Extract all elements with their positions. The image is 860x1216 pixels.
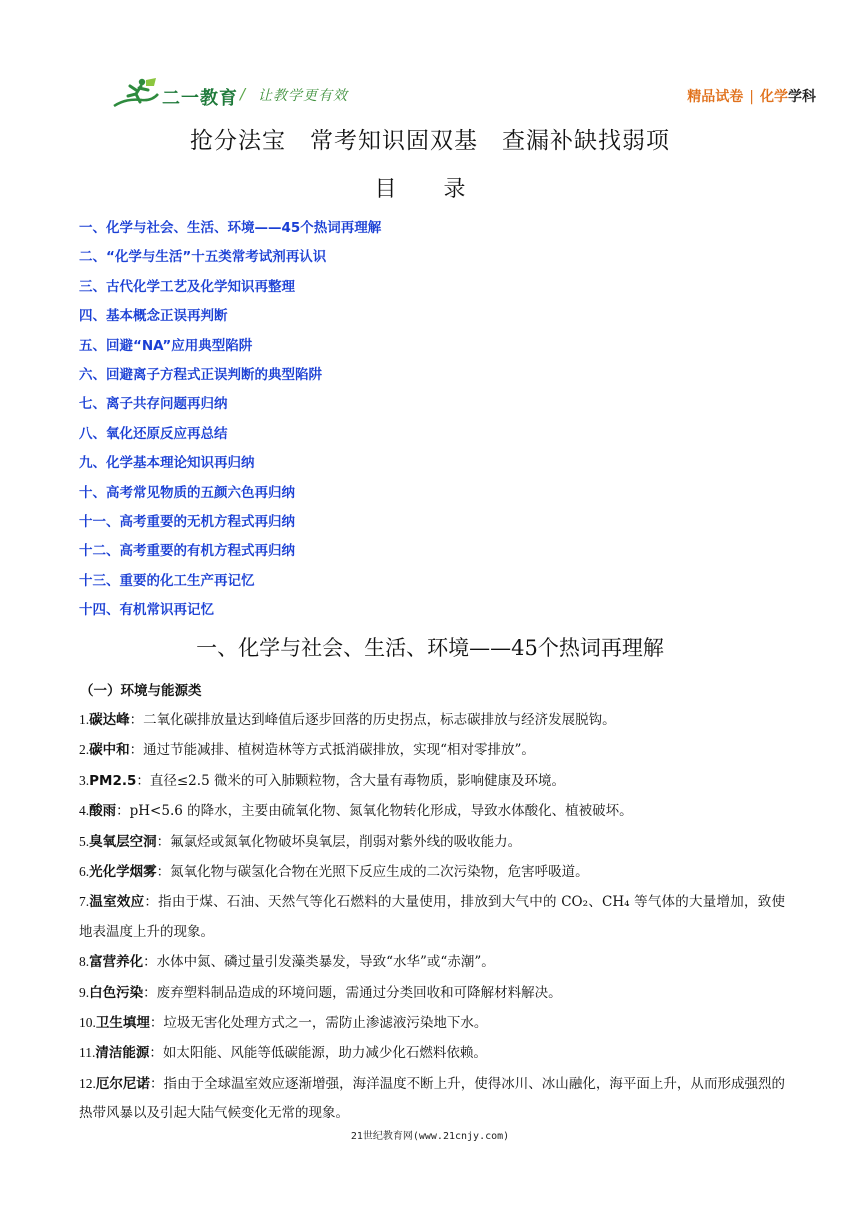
subject-label: 化学: [760, 89, 788, 105]
item-description: ：废弃塑料制品造成的环境问题，需通过分类回收和可降解材料解决。: [143, 984, 562, 1001]
item-term: 富营养化: [89, 954, 144, 971]
glossary-item: [79, 947, 785, 977]
runner-logo-icon: [112, 76, 160, 110]
header-subject: [687, 86, 816, 106]
toc-link[interactable]: 二、“化学与生活”十五类常考试剂再认识: [79, 249, 327, 266]
item-term: 碳中和: [89, 742, 130, 759]
toc-link[interactable]: 十、高考常见物质的五颜六色再归纳: [79, 484, 295, 501]
glossary-item: [79, 705, 785, 735]
item-number: 7.: [79, 894, 90, 910]
toc-link[interactable]: 十三、重要的化工生产再记忆: [79, 572, 255, 589]
page-title: 抢分法宝 常考知识固双基 查漏补缺找弱项: [190, 128, 670, 154]
item-number: 9.: [79, 984, 90, 1000]
item-term: 碳达峰: [89, 712, 130, 728]
brand-divider: /: [240, 85, 246, 103]
item-number: 5.: [79, 833, 90, 849]
toc-link[interactable]: 十四、有机常识再记忆: [79, 602, 214, 619]
item-description: ：氟氯烃或氮氧化物破坏臭氧层，削弱对紫外线的吸收能力。: [156, 833, 522, 850]
section-heading: 一、化学与社会、生活、环境——45个热词再理解: [196, 636, 664, 660]
toc-link[interactable]: 三、古代化学工艺及化学知识再整理: [79, 278, 295, 295]
item-description: ：直径≤2.5 微米的可入肺颗粒物，含大量有毒物质，影响健康及环境。: [136, 772, 565, 789]
glossary-item: [79, 827, 785, 857]
toc-link[interactable]: 十一、高考重要的无机方程式再归纳: [79, 513, 295, 530]
toc-link[interactable]: 九、化学基本理论知识再归纳: [79, 455, 255, 472]
item-number: 6.: [79, 864, 90, 880]
item-description: ：垃圾无害化处理方式之一，需防止渗滤液污染地下水。: [149, 1015, 488, 1032]
glossary-item: [79, 766, 785, 796]
subject-suffix: 学科: [788, 89, 816, 105]
item-term: 臭氧层空洞: [89, 833, 157, 850]
glossary-list: [79, 705, 785, 1129]
table-of-contents: [79, 219, 381, 630]
item-term: 温室效应: [89, 894, 145, 911]
item-description: ：如太阳能、风能等低碳能源，助力减少化石燃料依赖。: [149, 1045, 487, 1062]
item-number: 10.: [79, 1015, 96, 1031]
glossary-item: [79, 887, 785, 947]
glossary-item: [79, 857, 785, 887]
item-description: ：水体中氮、磷过量引发藻类暴发，导致“水华”或“赤潮”。: [143, 954, 495, 971]
toc-link[interactable]: 六、回避离子方程式正误判断的典型陷阱: [79, 366, 322, 383]
page-footer: 21世纪教育网(www.21cnjy.com): [350, 1131, 510, 1142]
item-number: 4.: [79, 803, 90, 819]
item-description: ：二氧化碳排放量达到峰值后逐步回落的历史拐点，标志碳排放与经济发展脱钩。: [129, 712, 616, 728]
toc-link[interactable]: 七、离子共存问题再归纳: [79, 396, 228, 413]
item-term: PM2.5: [89, 772, 137, 789]
toc-link[interactable]: 一、化学与社会、生活、环境——45个热词再理解: [79, 220, 382, 236]
item-description: ：氮氧化物与碳氢化合物在光照下反应生成的二次污染物，危害呼吸道。: [156, 864, 589, 881]
item-number: 11.: [79, 1045, 96, 1061]
subsection-heading: （一）环境与能源类: [80, 683, 202, 699]
toc-link[interactable]: 八、氧化还原反应再总结: [79, 425, 228, 442]
item-description: ：指由于全球温室效应逐渐增强，海洋温度不断上升，使得冰川、冰山融化，海平面上升，从而形成强烈的热带风暴以及引起大陆气候变化无常的现象。: [79, 1075, 785, 1122]
item-description: ：pH<5.6 的降水，主要由硫氧化物、氮氧化物转化形成，导致水体酸化、植被破坏。: [116, 803, 633, 820]
glossary-item: [79, 1008, 785, 1038]
brand-slogan: 让教学更有效: [258, 88, 348, 104]
item-number: 1.: [79, 712, 90, 727]
item-term: 光化学烟雾: [89, 864, 157, 881]
header-separator: |: [749, 89, 754, 105]
item-description: ：指由于煤、石油、天然气等化石燃料的大量使用，排放到大气中的 CO₂、CH₄ 等气体的大量增加，致使地表温度上升的现象。: [79, 894, 786, 940]
page-header: [112, 76, 816, 110]
item-term: 清洁能源: [95, 1045, 150, 1062]
glossary-item: [79, 1069, 785, 1129]
glossary-item: [79, 796, 785, 826]
glossary-item: [79, 735, 785, 765]
glossary-item: [79, 1038, 785, 1068]
item-description: ：通过节能减排、植树造林等方式抵消碳排放，实现“相对零排放”。: [129, 742, 535, 759]
item-number: 12.: [79, 1075, 96, 1091]
toc-heading: 目 录: [374, 177, 486, 202]
item-number: 2.: [79, 742, 90, 758]
brand-name: 二一教育: [162, 88, 238, 109]
toc-link[interactable]: 十二、高考重要的有机方程式再归纳: [79, 543, 295, 560]
toc-link[interactable]: 五、回避“NA”应用典型陷阱: [79, 337, 253, 354]
item-number: 8.: [79, 954, 90, 970]
item-term: 酸雨: [89, 803, 117, 820]
item-term: 卫生填埋: [95, 1015, 150, 1032]
item-term: 白色污染: [89, 984, 144, 1001]
glossary-item: [79, 978, 785, 1008]
category-label: 精品试卷: [687, 89, 744, 105]
item-number: 3.: [79, 772, 90, 788]
toc-link[interactable]: 四、基本概念正误再判断: [79, 308, 228, 325]
item-term: 厄尔尼诺: [95, 1075, 150, 1092]
